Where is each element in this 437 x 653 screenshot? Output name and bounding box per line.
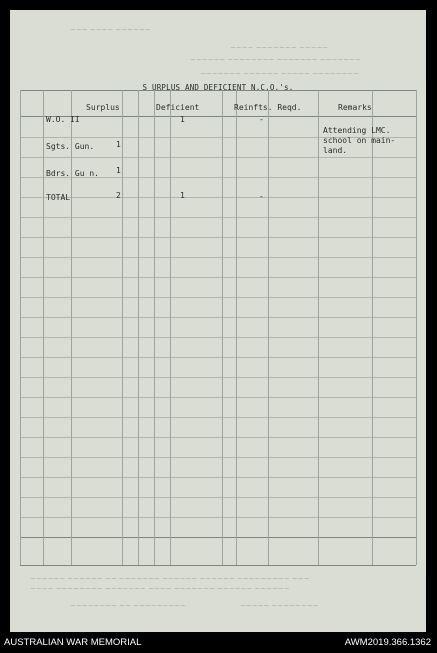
- section-title: S URPLUS AND DEFICIENT N.C.O.'s.: [142, 83, 294, 92]
- column-rule: [170, 90, 171, 565]
- rule: [20, 357, 416, 358]
- rule: [20, 537, 416, 538]
- faint-form-text: ~~~~~~~ ~~~~~~ ~~~~~ ~~~~~~~~: [200, 70, 360, 78]
- remarks-text: Attending LMC. school on main-land.: [323, 126, 396, 155]
- document-page: [10, 10, 426, 632]
- rule: [20, 497, 416, 498]
- rule: [20, 317, 416, 318]
- rule: [20, 517, 416, 518]
- column-header-surplus: Surplus: [86, 103, 120, 112]
- rule: [20, 437, 416, 438]
- rule: [20, 257, 416, 258]
- column-rule: [222, 90, 223, 565]
- column-rule: [122, 90, 123, 565]
- column-rule: [20, 90, 21, 565]
- column-rule: [372, 90, 373, 565]
- column-rule: [416, 90, 417, 565]
- rule: [20, 157, 416, 158]
- faint-form-text: ~~~ ~~~~ ~~~~~~: [70, 26, 151, 34]
- rule: [20, 297, 416, 298]
- rule: [20, 565, 416, 566]
- row-surplus: 1: [116, 140, 121, 149]
- rule: [20, 277, 416, 278]
- row-surplus: 2: [116, 191, 121, 200]
- rule: [20, 197, 416, 198]
- row-rank: TOTAL: [46, 193, 71, 202]
- row-reinfts: -: [259, 115, 264, 124]
- institution-label: AUSTRALIAN WAR MEMORIAL: [4, 637, 142, 648]
- column-rule: [138, 90, 139, 565]
- column-header-remarks: Remarks: [338, 103, 372, 112]
- column-rule: [268, 90, 269, 565]
- rule: [20, 217, 416, 218]
- faint-form-text: ~~~~~~~~ ~~ ~~~~~~~~~: [70, 602, 186, 610]
- row-rank: W.O. II: [46, 115, 80, 124]
- row-deficient: 1: [180, 115, 185, 124]
- column-header-reinforcements: Reinfts. Reqd.: [234, 103, 302, 112]
- column-rule: [71, 90, 72, 565]
- column-header-deficient: Deficient: [156, 103, 200, 112]
- faint-form-text: ~~~~~~ ~~~~~~ ~~ ~~~~~~~ ~~~~~~ ~~~~~~ ~~~~~~~~~ ~~~: [30, 575, 310, 583]
- faint-form-text: ~~~~ ~~~~~~~ ~~~~~: [230, 44, 329, 52]
- row-deficient: 1: [180, 191, 185, 200]
- rule: [20, 377, 416, 378]
- faint-form-text: ~~~~ ~~~~~~~~ ~~~~~~~ ~~~~ ~~~~~~~ ~~~~~~ ~~~~~~: [30, 585, 290, 593]
- column-rule: [154, 90, 155, 565]
- rule: [20, 337, 416, 338]
- column-rule: [318, 90, 319, 565]
- rule: [20, 477, 416, 478]
- caption-bar: [0, 632, 437, 653]
- rule: [20, 417, 416, 418]
- row-surplus: 1: [116, 166, 121, 175]
- faint-form-text: ~~~~~ ~~~~~~~~: [240, 602, 319, 610]
- rule: [20, 397, 416, 398]
- rule: [20, 457, 416, 458]
- column-rule: [236, 90, 237, 565]
- accession-number: AWM2019.366.1362: [344, 637, 431, 648]
- faint-form-text: ~~~~~~ ~~~~~~~~ ~~~~~~~ ~~~~~~~: [190, 56, 361, 64]
- row-reinfts: -: [259, 192, 264, 201]
- column-rule: [43, 90, 44, 565]
- row-rank: Bdrs. Gu n.: [46, 169, 99, 178]
- rule: [20, 237, 416, 238]
- row-rank: Sgts. Gun.: [46, 142, 95, 151]
